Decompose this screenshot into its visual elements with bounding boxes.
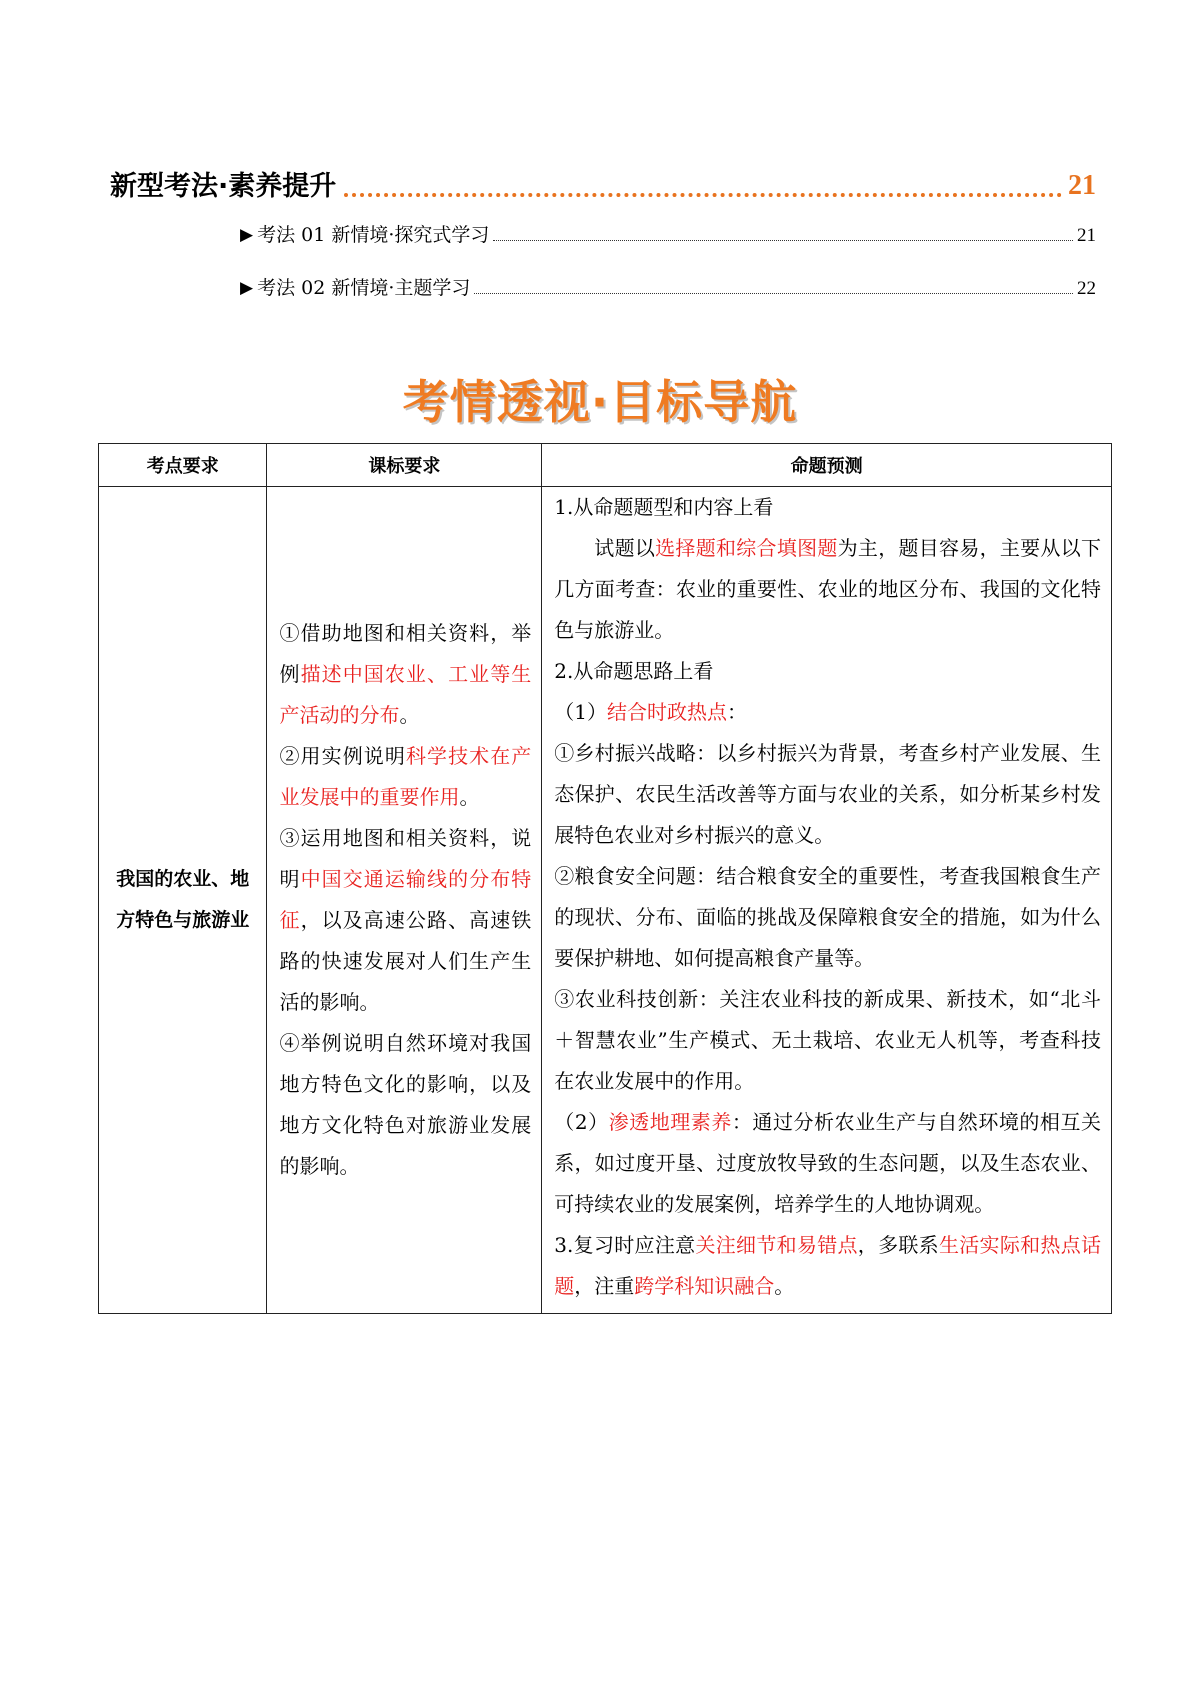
column-header: 命题预测 xyxy=(542,444,1112,487)
toc-item-title: 考法 02 新情境·主题学习 xyxy=(257,277,471,299)
prediction-heading: 1.从命题题型和内容上看 xyxy=(554,495,774,519)
toc-item-page: 21 xyxy=(1077,225,1096,246)
triangle-right-icon: ▶ xyxy=(240,278,254,298)
table-row xyxy=(99,487,1112,1314)
toc-leader-dots xyxy=(344,189,1062,197)
section-banner-title: 考情透视·目标导航 xyxy=(402,375,798,429)
toc-item[interactable] xyxy=(240,272,1096,298)
topic-cell: 我国的农业、地方特色与旅游业 xyxy=(99,487,267,1314)
prediction-paragraph: ③农业科技创新：关注农业科技的新成果、新技术，如“北斗＋智慧农业”生产模式、无土栽培、农业无人机等，考查科技在农业发展中的作用。 xyxy=(554,987,1101,1093)
curriculum-item: ①借助地图和相关资料，举例描述中国农业、工业等生产活动的分布。 xyxy=(279,621,532,727)
prediction-paragraph: 试题以选择题和综合填图题为主，题目容易，主要从以下几方面考查：农业的重要性、农业的地区分布、我国的文化特色与旅游业。 xyxy=(554,536,1102,642)
prediction-cell xyxy=(542,487,1112,1314)
prediction-paragraph: ①乡村振兴战略：以乡村振兴为背景，考查乡村产业发展、生态保护、农民生活改善等方面与农业的关系，如分析某乡村发展特色农业对乡村振兴的意义。 xyxy=(554,741,1101,847)
toc-main-entry[interactable] xyxy=(110,158,1096,200)
toc-item-page: 22 xyxy=(1077,278,1096,299)
prediction-heading: 2.从命题思路上看 xyxy=(554,659,714,683)
curriculum-item: ③运用地图和相关资料，说明中国交通运输线的分布特征，以及高速公路、高速铁路的快速发展对人们生产生活的影响。 xyxy=(279,826,532,1014)
exam-overview-table xyxy=(98,443,1112,1314)
toc-leader-dots xyxy=(493,238,1073,241)
curriculum-item: ②用实例说明科学技术在产业发展中的重要作用。 xyxy=(279,744,532,809)
prediction-paragraph: （2）渗透地理素养：通过分析农业生产与自然环境的相互关系，如过度开垦、过度放牧导致的生态问题，以及生态农业、可持续农业的发展案例，培养学生的人地协调观。 xyxy=(554,1110,1102,1216)
prediction-paragraph: 3.复习时应注意关注细节和易错点，多联系生活实际和热点话题，注重跨学科知识融合。 xyxy=(554,1233,1102,1298)
column-header: 考点要求 xyxy=(99,444,267,487)
toc-main-page: 21 xyxy=(1068,170,1096,201)
prediction-subheading: （1）结合时政热点： xyxy=(554,700,748,724)
curriculum-cell xyxy=(267,487,542,1314)
prediction-paragraph: ②粮食安全问题：结合粮食安全的重要性，考查我国粮食生产的现状、分布、面临的挑战及保障粮食安全的措施，如为什么要保护耕地、如何提高粮食产量等。 xyxy=(554,864,1101,970)
table-header-row xyxy=(99,444,1112,487)
toc-item-title: 考法 01 新情境·探究式学习 xyxy=(257,224,490,246)
toc-main-title: 新型考法·素养提升 xyxy=(110,171,337,202)
toc-item[interactable] xyxy=(240,219,1096,245)
triangle-right-icon: ▶ xyxy=(240,225,254,245)
curriculum-item: ④举例说明自然环境对我国地方特色文化的影响，以及地方文化特色对旅游业发展的影响。 xyxy=(279,1031,532,1178)
column-header: 课标要求 xyxy=(267,444,542,487)
toc-leader-dots xyxy=(474,291,1073,294)
